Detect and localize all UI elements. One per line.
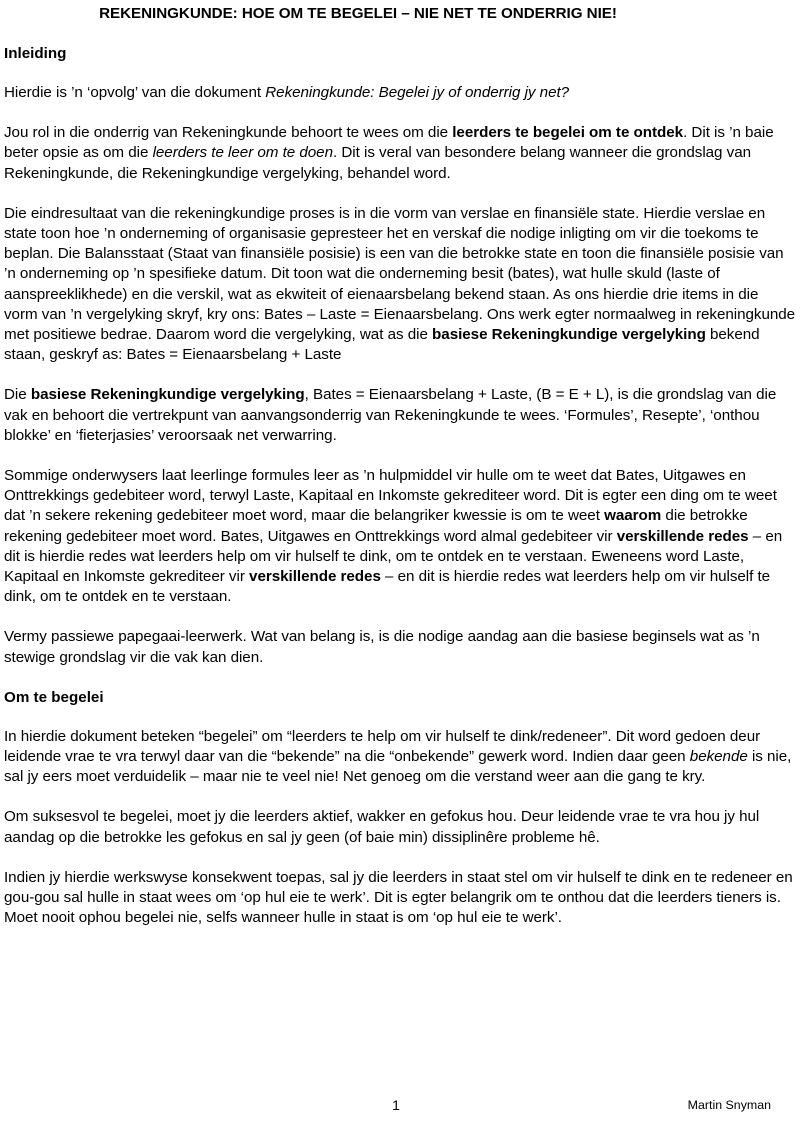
- heading-om-te-begelei: Om te begelei: [4, 688, 104, 706]
- spacer: [4, 607, 796, 627]
- spacer: [4, 365, 796, 385]
- text-run: In hierdie dokument beteken “begelei” om “leerders te help om vir hulself te dink/redeneer”. Dit word gedoen deur leidende vrae te vra terwyl daar van die “bekende” na die “onbekende” gewerk word. Indien daar geen: [4, 727, 761, 766]
- text-run-bold: leerders te begelei om te ontdek: [452, 124, 684, 142]
- paragraph-balansstaat: [4, 204, 796, 366]
- text-run: . Dit is veral van besondere belang wanneer die grondslag van Rekeningkunde, die Rekeningkundige vergelyking, behandel word.: [4, 144, 752, 182]
- page-footer: [0, 1096, 800, 1114]
- spacer: [4, 103, 796, 123]
- text-run: Hierdie is ’n ‘opvolg’ van die dokument: [4, 84, 266, 101]
- text-run: – en dit is hierdie redes wat leerders help om vir hulself te dink, om te ontdek en te verstaan.: [4, 568, 771, 606]
- paragraph-werkswyse: Indien jy hierdie werkswyse konsekwent toepas, sal jy die leerders in staat stel om vir hulself te dink en te redeneer en gou-gou sal hulle in staat wees om ‘op hul eie te werk’. Dit is egter belangrik om te onthou dat die leerders tieners is. Moet nooit ophou begelei nie, selfs wanneer hulle in staat is om ‘op hul eie te werk’.: [4, 868, 793, 927]
- spacer: [4, 668, 796, 688]
- spacer: [4, 787, 796, 807]
- text-run-bold: basiese Rekeningkundige vergelyking: [432, 326, 706, 344]
- paragraph-suksesvol: Om suksesvol te begelei, moet jy die leerders aktief, wakker en gefokus hou. Deur leidende vrae te vra hou jy hul aandag op die betrokke les gefokus en sal jy geen (of baie min) dissiplinêre probleme hê.: [4, 808, 760, 846]
- text-run: is nie, sal jy eers moet verduidelik – maar nie te veel nie! Net genoeg om die verstand weer aan die gang te kry.: [4, 748, 792, 786]
- spacer: [4, 848, 796, 868]
- text-run-bold: verskillende redes: [616, 527, 749, 545]
- spacer: [4, 707, 796, 727]
- document-title: REKENINGKUNDE: HOE OM TE BEGELEI – NIE NET TE ONDERRIG NIE!: [99, 5, 617, 22]
- text-run-italic: bekende: [689, 748, 748, 766]
- text-run: bekend staan, geskryf as: Bates = Eienaarsbelang + Laste: [4, 326, 760, 364]
- text-run: . Dit is ’n baie beter opsie as om die: [4, 124, 774, 162]
- document-body: [4, 4, 796, 929]
- paragraph-papegaai: Vermy passiewe papegaai-leerwerk. Wat van belang is, is die nodige aandag aan die basiese beginsels wat as ’n stewige grondslag vir die vak kan dien.: [4, 628, 760, 666]
- text-run-bold: verskillende redes: [249, 568, 381, 586]
- text-run: Die eindresultaat van die rekeningkundige proses is in die vorm van verslae en finansiële state. Hierdie verslae en state toon hoe ’n onderneming of organisasie gepresteer het en verskaf die nodige inligting om vir die toekoms te beplan. Die Balansstaat (Staat van finansiële posisie) is een van die betrokke state en toon die finansiële posisie van ’n onderneming op ’n spesifieke datum. Dit toon wat die onderneming besit (bates), wat hulle skuld (laste of aanspreeklikhede) en die verskil, wat as ekwiteit of eienaarsbelang bekend staan. As ons hierdie drie items in die vorm van ’n vergelyking skryf, kry ons: Bates – Laste = Eienaarsbelang. Ons werk egter normaalweg in rekeningkunde met positiewe bedrae. Daarom word die vergelyking, wat as die: [4, 204, 796, 344]
- text-run-bold: basiese Rekeningkundige vergelyking: [30, 386, 305, 404]
- text-run: die betrokke rekening gedebiteer moet word. Bates, Uitgawes en Onttrekkings word almal gedebiteer vir: [4, 507, 748, 545]
- spacer: [4, 23, 796, 44]
- heading-inleiding: Inleiding: [4, 45, 67, 62]
- text-run: , Bates = Eienaarsbelang + Laste, (B = E + L), is die grondslag van die vak en behoort die vertrekpunt van aanvangsonderrig van Rekeningkunde te wees. ‘Formules’, Resepte’, ‘onthou blokke’ en ‘fieterjasies’ veroorsaak net verwarring.: [4, 386, 777, 444]
- footer-page-number: 1: [392, 1097, 400, 1113]
- paragraph-definisie: [4, 727, 796, 788]
- text-run-bold: waarom: [604, 507, 662, 525]
- text-run: Jou rol in die onderrig van Rekeningkunde behoort te wees om die: [4, 124, 453, 142]
- paragraph-role: [4, 123, 796, 184]
- spacer: [4, 63, 796, 83]
- text-run-italic: Rekeningkunde: Begelei jy of onderrig jy net?: [265, 84, 570, 101]
- text-run: – en dit is hierdie redes wat leerders help om vir hulself te dink, om te ontdek en te verstaan. Eweneens word Laste, Kapitaal en Inkomste gekrediteer vir: [4, 527, 783, 586]
- footer-author: Martin Snyman: [687, 1098, 771, 1112]
- spacer: [4, 446, 796, 466]
- text-run: Sommige onderwysers laat leerlinge formules leer as ’n hulpmiddel vir hulle om te weet dat Bates, Uitgawes en Onttrekkings gedebiteer word, terwyl Laste, Kapitaal en Inkomste gekrediteer word. Dit is egter een ding om te weet dat ’n sekere rekening gedebiteer moet word, maar die belangriker kwessie is om te weet: [4, 467, 777, 525]
- paragraph-vergelyking: [4, 385, 796, 446]
- text-run: Die: [4, 386, 31, 404]
- text-run-italic: leerders te leer om te doen: [152, 144, 333, 162]
- spacer: [4, 184, 796, 204]
- paragraph-intro: [4, 83, 796, 103]
- paragraph-formules: [4, 466, 796, 607]
